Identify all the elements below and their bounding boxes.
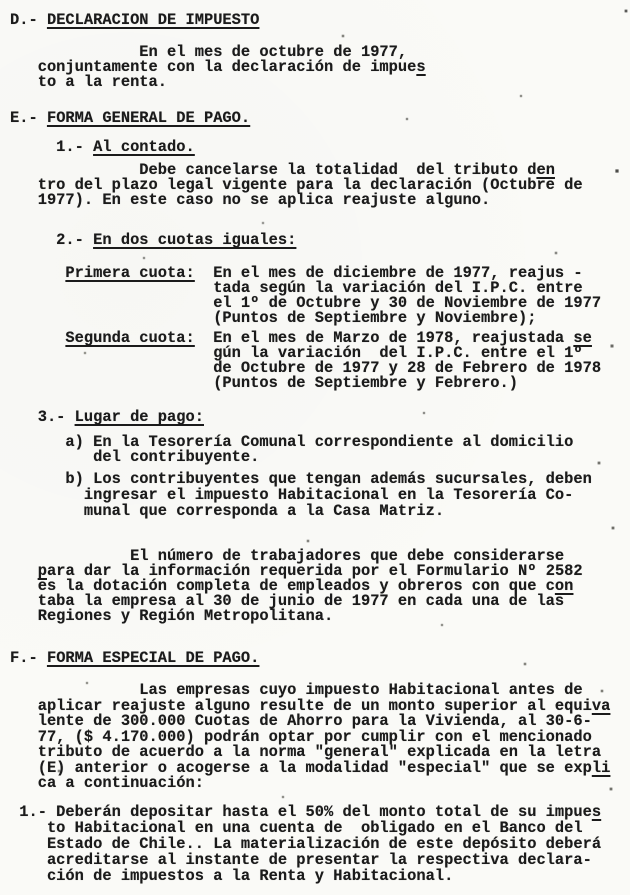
- lugar-item-a: [10, 435, 573, 465]
- text-segment: to a la renta.: [10, 73, 168, 91]
- text-line: [10, 804, 601, 820]
- underlined-text-segment: Al contado.: [93, 138, 195, 156]
- text-segment: acreditarse al instante de presentar la respectiva declara-: [10, 851, 592, 869]
- text-segment: conjuntamente con la declaración de impue: [10, 58, 417, 76]
- text-segment: 77, ($ 4.170.000) podrán optar por cumplir con el mencionado: [10, 727, 592, 746]
- text-segment: ca a continuación:: [10, 774, 204, 792]
- primera-cuota: [10, 266, 601, 326]
- text-segment: tada según la variación del I.P.C. entre: [10, 279, 583, 297]
- item-e1-heading: [10, 140, 195, 155]
- text-line: [10, 852, 601, 868]
- item-f1-paragraph: [10, 804, 601, 884]
- text-segment: ingresar el impuesto Habitacional en la Tesorería Co-: [10, 486, 574, 504]
- text-segment: lente de 300.000 Cuotas de Ahorro para la Vivienda, al 30-6-: [10, 712, 592, 730]
- text-segment: del contribuyente.: [10, 448, 260, 466]
- text-line: [10, 111, 250, 126]
- underlined-text-segment: se: [573, 329, 592, 347]
- text-segment: ara dar la información requerida por el Formulario Nº 2582: [46, 562, 583, 580]
- text-line: [10, 376, 601, 391]
- section-e-heading: [10, 111, 250, 126]
- text-line: [10, 487, 592, 503]
- underlined-text-segment: FORMA GENERAL DE PAGO.: [46, 109, 251, 127]
- text-segment: En el mes de octubre de 1977,: [10, 43, 408, 61]
- text-segment: taba la empresa al 30 de junio de 1977 en cada una de las: [10, 592, 565, 610]
- text-line: [10, 193, 583, 208]
- text-segment: b) Los contribuyentes que tengan además sucursales, deben: [10, 470, 592, 488]
- text-segment: 2.-: [10, 231, 94, 249]
- text-segment: ción de impuestos a la Renta y Habitacional.: [10, 867, 454, 885]
- underlined-text-segment: on: [554, 577, 574, 595]
- item-e2-heading: [10, 233, 296, 248]
- underlined-text-segment: Lugar de pago:: [74, 408, 204, 426]
- text-line: [10, 233, 296, 248]
- underlined-text-segment: p: [37, 562, 47, 580]
- text-line: [10, 836, 601, 852]
- item-e1-paragraph: [10, 163, 583, 208]
- text-segment: tributo de acuerdo a la norma "general" explicada en la letra: [10, 743, 602, 761]
- text-segment: Las empresas cuyo impuesto Habitacional antes de: [10, 681, 583, 699]
- text-segment: F.-: [10, 649, 47, 667]
- text-segment: (Puntos de Septiembre y Noviembre);: [10, 309, 537, 327]
- text-line: [10, 503, 592, 519]
- workers-paragraph: [10, 549, 583, 624]
- text-segment: Debe cancelarse la totalidad del tributo d: [10, 161, 537, 179]
- item-e3-heading: [10, 410, 204, 425]
- underlined-text-segment: li: [591, 758, 611, 777]
- text-line: [10, 75, 426, 90]
- underlined-text-segment: s: [591, 803, 602, 821]
- text-line: [10, 311, 601, 326]
- text-line: [10, 13, 259, 28]
- section-d-paragraph: [10, 45, 426, 90]
- text-segment: 3.-: [10, 408, 75, 426]
- section-f-paragraph: [10, 683, 610, 792]
- text-segment: es la dotación completa de empleados y obreros con que c: [10, 577, 555, 595]
- text-segment: 1977). En este caso no se aplica reajuste alguno.: [10, 191, 491, 209]
- text-segment: gún la variación del I.P.C. entre el 1º: [10, 344, 583, 362]
- text-segment: E.-: [10, 109, 47, 127]
- text-segment: El número de trabajadores que debe considerarse: [10, 547, 565, 565]
- underlined-text-segment: s: [416, 58, 426, 76]
- text-line: [10, 651, 259, 666]
- text-segment: En el mes de diciembre de 1977, reajus -: [194, 264, 583, 282]
- underlined-text-segment: DECLARACION DE IMPUESTO: [46, 11, 260, 29]
- underlined-text-segment: va: [591, 696, 611, 715]
- text-segment: D.-: [10, 11, 47, 29]
- text-segment: 1.- Deberán depositar hasta el 50% del monto total de su impue: [10, 803, 592, 821]
- underlined-text-segment: en: [536, 161, 555, 179]
- text-line: [10, 140, 195, 155]
- text-segment: munal que corresponda a la Casa Matriz.: [10, 502, 445, 520]
- text-segment: a) En la Tesorería Comunal correspondiente al domicilio: [10, 433, 574, 451]
- text-segment: Estado de Chile.. La materialización de este depósito deberá: [10, 835, 602, 853]
- text-segment: (Puntos de Septiembre y Febrero.): [10, 374, 518, 392]
- lugar-item-b: [10, 471, 592, 519]
- text-line: [10, 868, 601, 884]
- text-segment: 1.-: [10, 138, 94, 156]
- text-segment: el 1º de Octubre y 30 de Noviembre de 1977: [10, 294, 602, 312]
- text-segment: (E) anterior o acogerse a la modalidad "especial" que se exp: [10, 758, 592, 777]
- text-line: [10, 609, 583, 624]
- section-d-heading: [10, 13, 259, 28]
- text-segment: En el mes de Marzo de 1978, reajustada: [194, 329, 574, 347]
- text-line: [10, 410, 204, 425]
- underlined-text-segment: En dos cuotas iguales:: [93, 231, 297, 249]
- section-f-heading: [10, 651, 259, 666]
- text-line: [10, 820, 601, 836]
- text-segment: aplicar reajuste alguno resulte de un monto superior al equi: [10, 696, 592, 715]
- text-line: [10, 450, 573, 465]
- underlined-text-segment: FORMA ESPECIAL DE PAGO.: [46, 649, 260, 667]
- text-segment: tro del plazo legal vigente para la declaración (Octubre de: [10, 176, 583, 194]
- text-segment: Regiones y Región Metropolitana.: [10, 607, 334, 625]
- text-line: [10, 471, 592, 487]
- text-segment: to Habitacional en una cuenta de obligado en el Banco del: [10, 819, 583, 837]
- segunda-cuota: [10, 331, 601, 391]
- underlined-text-segment: Primera cuota:: [65, 264, 195, 282]
- text-segment: de Octubre de 1977 y 28 de Febrero de 1978: [10, 359, 602, 377]
- underlined-text-segment: Segunda cuota:: [65, 329, 195, 347]
- text-line: [10, 776, 610, 792]
